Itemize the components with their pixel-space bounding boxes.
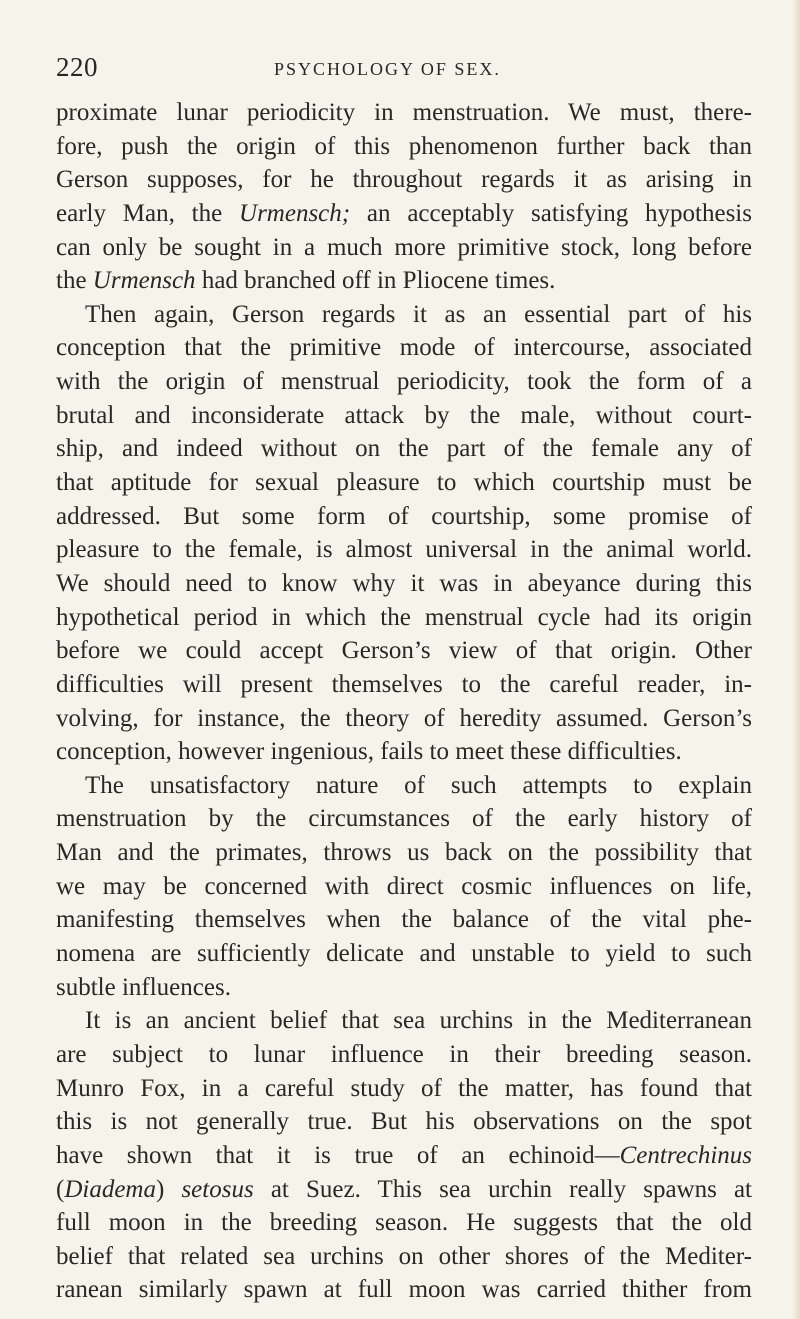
text-line: brutal and inconsiderate attack by the male, without court- [56,401,752,429]
text-line: that aptitude for sexual pleasure to which courtship must be [56,469,752,497]
text-line: before we could accept Gerson’s view of that origin. Other [56,637,752,665]
text-line: volving, for instance, the theory of heredity assumed. Gerson’s [56,704,752,732]
text-line: manifesting themselves when the balance of the vital phe- [56,906,752,934]
text-line: belief that related sea urchins on other shores of the Mediter- [56,1242,752,1270]
text-line: can only be sought in a much more primitive stock, long before [56,233,752,261]
text-line: conception that the primitive mode of intercourse, associated [56,334,752,362]
text-line: with the origin of menstrual periodicity, took the form of a [56,368,752,396]
text-line: Munro Fox, in a careful study of the matter, has found that [56,1074,752,1102]
text-line: difficulties will present themselves to the careful reader, in- [56,670,752,698]
text-line: this is not generally true. But his observations on the spot [56,1108,752,1136]
text-line: hypothetical period in which the menstrual cycle had its origin [56,603,752,631]
text-line: Man and the primates, throws us back on the possibility that [56,839,752,867]
page-edge-shadow [792,0,800,1319]
text-line: The unsatisfactory nature of such attempts to explain [85,771,752,799]
text-line: full moon in the breeding season. He suggests that the old [56,1209,752,1237]
text-line: fore, push the origin of this phenomenon further back than [56,132,752,160]
text-line: ship, and indeed without on the part of the female any of [56,435,752,463]
text-line: proximate lunar periodicity in menstruation. We must, there- [56,99,752,126]
text-line: addressed. But some form of courtship, some promise of [56,502,752,530]
text-line: have shown that it is true of an echinoid—Centrechinus [56,1141,752,1169]
text-line: (Diadema) setosus at Suez. This sea urchin really spawns at [56,1175,753,1203]
running-head: PSYCHOLOGY OF SEX. [274,59,501,79]
text-line: We should need to know why it was in abeyance during this [56,569,752,597]
text-line: conception, however ingenious, fails to meet these difficulties. [56,738,682,766]
page-number: 220 [56,52,98,82]
body-text [56,96,752,1307]
text-line: ranean similarly spawn at full moon was carried thither from [56,1276,752,1304]
text-line: It is an ancient belief that sea urchins in the Mediterranean [85,1007,752,1035]
page-header [56,52,750,88]
text-line: Then again, Gerson regards it as an essential part of his [85,300,752,328]
text-line: menstruation by the circumstances of the early history of [56,805,752,833]
text-line: are subject to lunar influence in their breeding season. [56,1040,752,1068]
text-line: we may be concerned with direct cosmic influences on life, [56,872,752,900]
text-line: nomena are sufficiently delicate and unstable to yield to such [56,940,752,968]
text-line: Gerson supposes, for he throughout regards it as arising in [56,166,752,194]
text-line: pleasure to the female, is almost universal in the animal world. [56,536,752,564]
text-line: the Urmensch had branched off in Pliocene times. [56,267,556,295]
text-line: early Man, the Urmensch; an acceptably satisfying hypothesis [56,199,752,227]
text-line: subtle influences. [56,973,231,1001]
